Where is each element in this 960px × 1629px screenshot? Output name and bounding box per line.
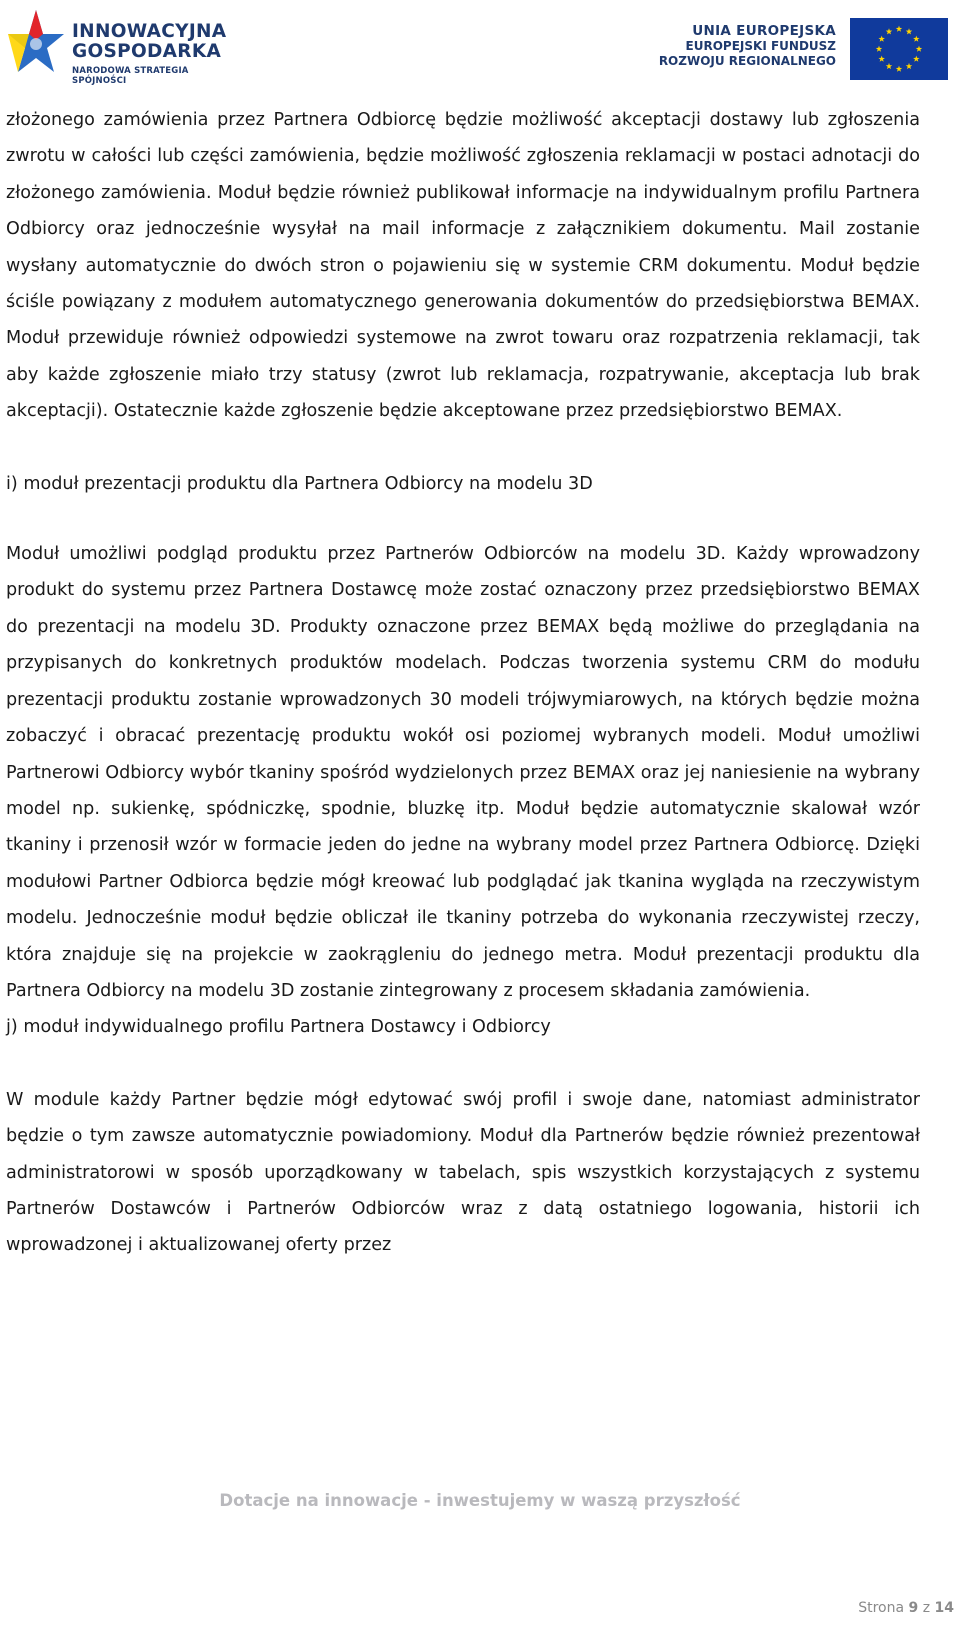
document-body bbox=[6, 102, 920, 1264]
page-total: 14 bbox=[934, 1600, 954, 1616]
section-heading-i: i) moduł prezentacji produktu dla Partnera Odbiorcy na modelu 3D bbox=[6, 473, 593, 494]
eu-star-icon bbox=[886, 63, 892, 69]
eu-star-icon bbox=[913, 36, 919, 42]
paragraph: Moduł umożliwi podgląd produktu przez Partnerów Odbiorców na modelu 3D. Każdy wprowadzony produkt do systemu przez Partnera Dostawcę może zostać oznaczony przez przedsiębiorstwo BEMAX do prezentacji na modelu 3D. Produkty oznaczone przez BEMAX będą możliwe do przeglądania na przypisanych do konkretnych produktów modelach. Podczas tworzenia systemu CRM do modułu prezentacji produktu zostanie wprowadzonych 30 modeli trójwymiarowych, na których będzie można zobaczyć i obracać prezentację produktu wokół osi poziomej wybranych modeli. Moduł umożliwi Partnerowi Odbiorcy wybór tkaniny spośród wydzielonych przez BEMAX oraz jej naniesienie na wybrany model np. sukienkę, spódniczkę, spodnie, bluzkę itp. Moduł będzie automatycznie skalował wzór tkaniny i przenosił wzór w formacie jeden do jedne na wybrany model przez Partnera Odbiorcę. Dzięki modułowi Partner Odbiorca będzie mógł kreować lub podglądać jak tkanina wygląda na rzeczywistym modelu. Jednocześnie moduł będzie obliczał ile tkaniny potrzeba do wykonania rzeczywistej rzeczy, która znajduje się na projekcie w zaokrągleniu do jednego metra. Moduł prezentacji produktu dla Partnera Odbiorcy na modelu 3D zostanie zintegrowany z procesem składania zamówienia. bbox=[6, 544, 920, 1001]
eu-line-1: EUROPEJSKI FUNDUSZ bbox=[685, 39, 836, 53]
eu-star-icon bbox=[913, 56, 919, 62]
page-prefix: Strona bbox=[858, 1600, 905, 1616]
eu-star-icon bbox=[906, 63, 912, 69]
eu-star-icon bbox=[878, 36, 884, 42]
eu-star-icon bbox=[916, 46, 922, 52]
eu-wordmark bbox=[659, 24, 836, 69]
eu-logo bbox=[654, 16, 954, 82]
eu-line-2: ROZWOJU REGIONALNEGO bbox=[658, 54, 836, 68]
section-heading-j: j) moduł indywidualnego profilu Partnera Dostawcy i Odbiorcy bbox=[6, 1017, 551, 1038]
innowacyjna-gospodarka-logo bbox=[6, 4, 246, 84]
page-header bbox=[0, 0, 960, 92]
eu-star-icon bbox=[896, 26, 902, 32]
footer-slogan: Dotacje na innowacje - inwestujemy w waszą przyszłość bbox=[219, 1491, 741, 1510]
page-number bbox=[858, 1600, 954, 1616]
page-current: 9 bbox=[908, 1600, 919, 1616]
logo-line-2: GOSPODARKA bbox=[72, 41, 222, 62]
star-emblem-icon bbox=[6, 4, 66, 84]
paragraph: złożonego zamówienia przez Partnera Odbiorcę będzie możliwość akceptacji dostawy lub zgłoszenia zwrotu w całości lub części zamówienia, będzie możliwość zgłoszenia reklamacji w postaci adnotacji do złożonego zamówienia. Moduł będzie również publikował informacje na indywidualnym profilu Partnera Odbiorcy oraz jednocześnie wysyłał na mail informacje z załącznikiem dokumentu. Mail zostanie wysłany automatycznie do dwóch stron o pojawieniu się w systemie CRM dokumentu. Moduł będzie ściśle powiązany z modułem automatycznego generowania dokumentów do przedsiębiorstwa BEMAX. Moduł przewiduje również odpowiedzi systemowe na zwrot towaru oraz rozpatrzenia reklamacji, tak aby każde zgłoszenie miało trzy statusy (zwrot lub reklamacja, rozpatrywanie, akceptacja lub brak akceptacji). Ostatecznie każde zgłoszenie będzie akceptowane przez przedsiębiorstwo BEMAX. bbox=[6, 110, 920, 422]
logo-wordmark bbox=[72, 22, 226, 62]
eu-star-icon bbox=[876, 46, 882, 52]
eu-star-icon bbox=[906, 28, 912, 34]
logo-subline: NARODOWA STRATEGIA SPÓJNOŚCI bbox=[72, 66, 189, 86]
paragraph: W module każdy Partner będzie mógł edytować swój profil i swoje dane, natomiast administrator będzie o tym zawsze automatycznie powiadomiony. Moduł dla Partnerów będzie również prezentował administratorowi w sposób uporządkowany w tabelach, spis wszystkich korzystających z systemu Partnerów Dostawców i Partnerów Odbiorców wraz z datą ostatniego logowania, historii ich wprowadzonej i aktualizowanej oferty przez bbox=[6, 1089, 920, 1256]
page-separator: z bbox=[922, 1600, 931, 1616]
eu-star-icon bbox=[878, 56, 884, 62]
eu-star-icon bbox=[896, 66, 902, 72]
eu-flag-icon bbox=[850, 18, 948, 80]
logo-line-1: INNOWACYJNA bbox=[72, 21, 227, 42]
eu-star-icon bbox=[886, 28, 892, 34]
eu-title: UNIA EUROPEJSKA bbox=[692, 23, 836, 39]
